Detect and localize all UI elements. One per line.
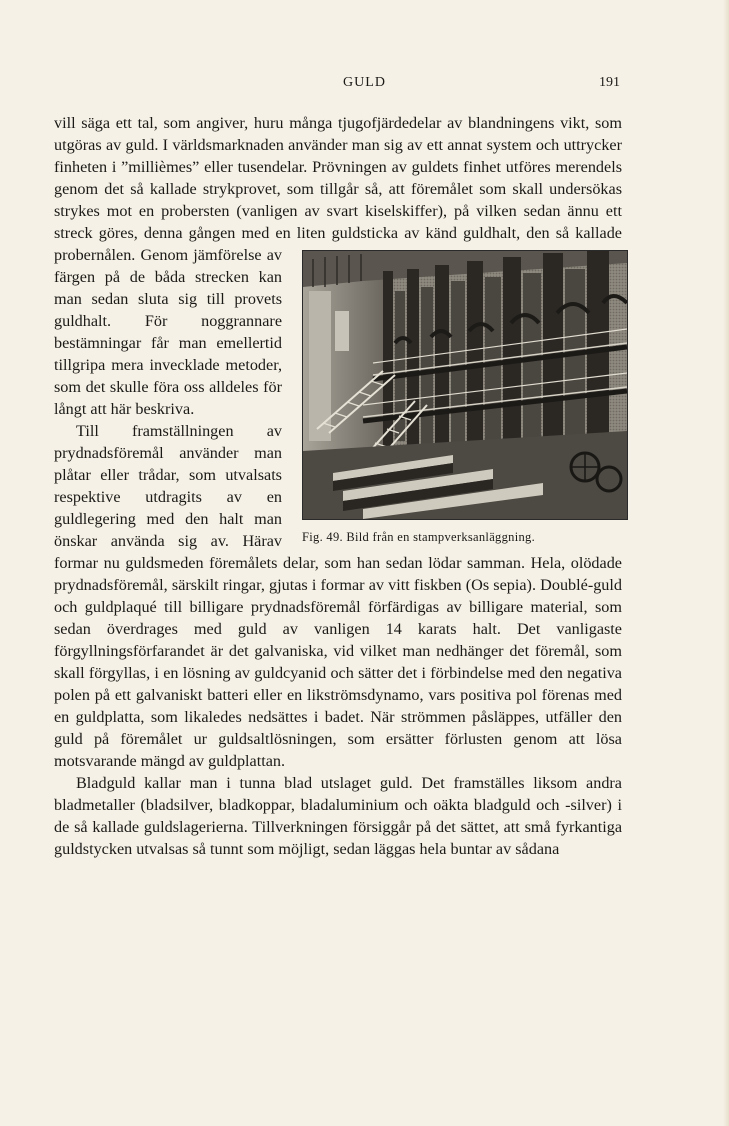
page-number: 191: [599, 75, 620, 90]
paragraph-2: Till framställningen av prydnadsföremål använder man plåtar eller trådar, som utvalsats respektive utdragits av en guldlegering med den halt man önskar använda sig av. Härav formar nu guldsmeden föremålets delar, som han sedan lödar samman. Hela, olödade prydnadsföremål, särskilt ringar, gjutas i formar av vitt fiskben (Os sepia). Doublé-guld och guldplaqué till billigare prydnadsföremål förfärdigas av billigare material, som sedan överdrages med guld av vanligen 14 karats halt. Det vanligaste förgyllningsförfarandet är det galvaniska, vid vilket man nedhänger det föremål, som skall förgyllas, i en lösning av guldcyanid och sätter det i förbindelse med den negativa polen på ett galvaniskt batteri eller en likströmsdynamo, vars positiva pol förenas med en guldplatta, som likaledes nedsättes i badet. När strömmen påsläppes, utfäller den guld på föremålet ur guldsaltlösningen, som ersätter förlusten genom att lösa motsvarande mängd av guldplattan.: [54, 422, 622, 770]
body-text: [54, 112, 622, 860]
paragraph-1-text: [54, 114, 622, 544]
running-head: [0, 75, 729, 95]
figure: [296, 250, 626, 546]
stamp-mill-photo: [302, 250, 628, 520]
paragraph-1-text-after-figure: Genom jämförelse av färgen på de båda strecken kan man sedan sluta sig till provets guldhalt. För noggrannare bestämningar får man emellertid tillgripa mera invecklade metoder, som det skulle föra oss alldeles för långt att här beskriva.: [54, 246, 282, 418]
paragraph-1-text-before-figure: vill säga ett tal, som angiver, huru många tjugofjärdedelar av blandningens vikt, som utgöras av guld. I världsmarknaden använder man sig av ett annat system och uttrycker finheten i ”millièmes” eller tusendelar. Prövningen av guldets finhet utföres merendels genom det så kallade strykprovet, som tillgår så, att föremålet som skall undersökas strykes mot en probersten (vanligen av svart kiselskiffer), på vilken sedan ännu ett streck göres, denna gången med en liten guldsticka av känd guldhalt, den så kallade probernålen.: [54, 114, 622, 264]
running-title: GULD: [343, 75, 386, 90]
paragraph-3: Bladguld kallar man i tunna blad utslaget guld. Det framställes liksom andra bladmetaller (bladsilver, bladkoppar, bladaluminium och oäkta bladguld och -silver) i de så kallade guldslagerierna. Tillverkningen försiggår på det sättet, att små fyrkantiga guldstycken utvalsas så tunnt som möjligt, sedan läggas hela buntar av sådana: [54, 774, 622, 858]
figure-caption: Fig. 49. Bild från en stampverksanläggning.: [302, 530, 536, 544]
page-edge: [723, 0, 729, 1126]
paragraph-1: [54, 112, 622, 544]
